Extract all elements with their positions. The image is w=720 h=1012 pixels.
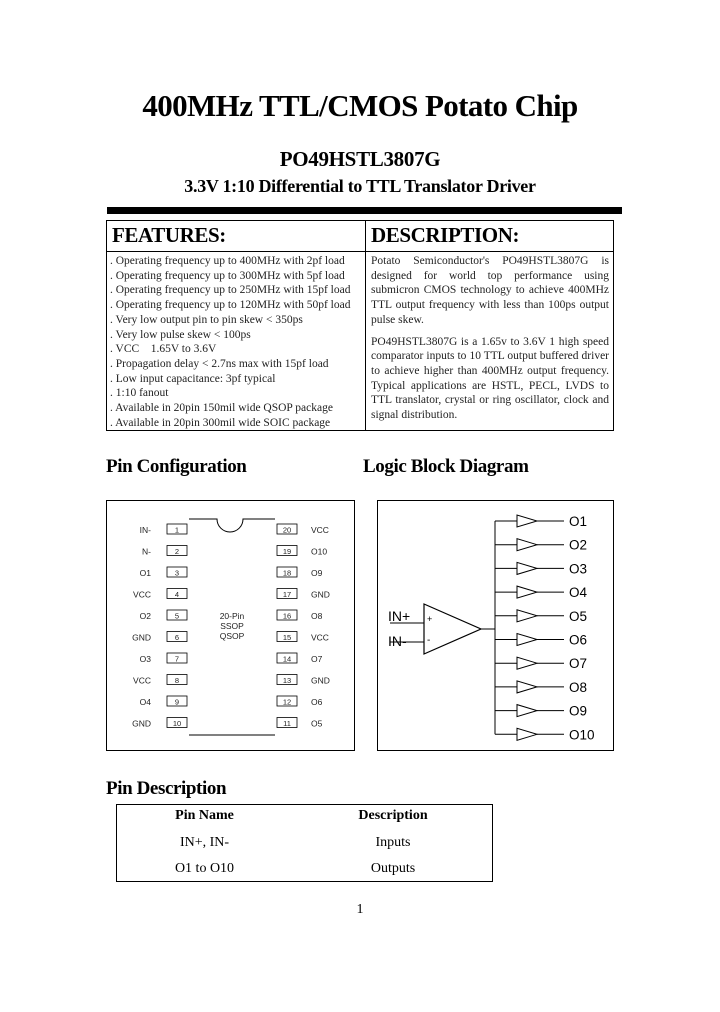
pin-name-label: VCC — [133, 589, 151, 600]
pin-configuration-heading: Pin Configuration — [106, 456, 247, 477]
pin-name-label: O9 — [311, 568, 323, 578]
description-paragraph: Potato Semiconductor's PO49HSTL3807G is designed for world top performance using submicron CMOS technology to achieve 400MHz TTL output frequency with less than 100ps output pulse skew. — [371, 255, 609, 326]
pin-number-label: 20 — [282, 525, 292, 535]
output-label: O6 — [569, 632, 588, 648]
output-label: O3 — [569, 561, 588, 577]
input-label-in-plus: IN+ — [388, 608, 411, 624]
feature-item: . Operating frequency up to 300MHz with 5pf load — [110, 269, 345, 282]
pin-number-label: 16 — [282, 611, 292, 621]
description-column-header: Description — [358, 808, 428, 823]
pin-number-label: 17 — [282, 590, 292, 599]
output-label: O8 — [569, 679, 588, 695]
header-rule — [107, 207, 622, 214]
pin-configuration-box — [106, 500, 355, 751]
buffer-triangle — [517, 728, 537, 740]
buffer-triangle — [517, 515, 537, 527]
comparator-plus-sign: + — [427, 614, 433, 624]
pin-name-label: O1 — [139, 568, 151, 578]
pin-name-label: O8 — [311, 611, 323, 621]
pin-number-label: 5 — [174, 611, 180, 621]
document-subtitle: 3.3V 1:10 Differential to TTL Translator Driver — [184, 176, 536, 196]
pin-configuration-diagram — [107, 501, 356, 752]
pin-number-label: 3 — [174, 568, 180, 578]
feature-item: . Very low pulse skew < 100ps — [110, 328, 251, 341]
buffer-triangle — [517, 705, 537, 717]
pin-name-cell: IN+, IN- — [179, 835, 230, 850]
pin-number-label: 6 — [174, 633, 180, 642]
pin-number-label: 4 — [174, 590, 180, 599]
package-label: QSOP — [219, 631, 245, 641]
pin-name-label: GND — [132, 718, 151, 729]
pin-number-label: 2 — [174, 547, 180, 556]
comparator-minus-sign: - — [427, 635, 431, 646]
pin-number-label: 19 — [282, 547, 292, 556]
pin-number-label: 9 — [174, 697, 180, 707]
pin-description-cell: Inputs — [375, 835, 411, 850]
description-body — [371, 254, 609, 423]
package-label: SSOP — [220, 621, 244, 631]
output-label: O4 — [569, 585, 588, 601]
output-label: O10 — [569, 727, 595, 743]
part-number: PO49HSTL3807G — [279, 147, 441, 171]
description-heading: DESCRIPTION: — [371, 223, 520, 247]
pin-number-label: 11 — [283, 719, 291, 728]
buffer-triangle — [517, 562, 537, 574]
output-label: O2 — [569, 537, 588, 553]
buffer-triangle — [517, 610, 537, 622]
pin-description-cell: Outputs — [370, 861, 416, 876]
pin-name-label: GND — [311, 589, 330, 600]
pin-name-label: N- — [142, 546, 151, 557]
pin-name-label: VCC — [311, 525, 329, 535]
pin-name-label: VCC — [133, 675, 151, 686]
pin-name-label: IN- — [139, 525, 151, 535]
feature-item: . Available in 20pin 300mil wide SOIC package — [110, 416, 331, 429]
buffer-triangle — [517, 657, 537, 669]
output-label: O5 — [569, 608, 588, 624]
buffer-triangle — [517, 681, 537, 693]
table-header-divider — [106, 251, 614, 252]
pin-name-label: O7 — [311, 654, 323, 664]
input-label-in-minus: IN- — [388, 633, 407, 649]
feature-item: . 1:10 fanout — [110, 387, 169, 400]
buffer-triangle — [517, 634, 537, 646]
feature-item: . Low input capacitance: 3pf typical — [110, 372, 276, 385]
comparator-triangle — [424, 604, 481, 654]
pin-name-label: O5 — [311, 718, 323, 729]
output-label: O1 — [569, 514, 588, 529]
document-title: 400MHz TTL/CMOS Potato Chip — [142, 88, 578, 123]
pin-number-label: 7 — [174, 654, 180, 664]
pin-number-label: 14 — [282, 654, 292, 664]
feature-item: . Available in 20pin 150mil wide QSOP package — [110, 402, 333, 415]
feature-item: . Very low output pin to pin skew < 350ps — [110, 313, 303, 326]
description-paragraph: PO49HSTL3807G is a 1.65v to 3.6V 1 high speed comparator inputs to 10 TTL output buffered driver to achieve higher than 400MHz output frequency. Typical applications are HSTL, PECL, LVDS to TTL translator, crystal or ring oscillator, clock and signal distribution. — [371, 335, 609, 422]
feature-item: . Operating frequency up to 400MHz with 2pf load — [110, 255, 345, 267]
pin-name-label: O3 — [139, 654, 151, 664]
pin-number-label: 18 — [282, 568, 292, 578]
feature-item: . Operating frequency up to 120MHz with 50pf load — [110, 299, 351, 312]
pin-name-label: O10 — [311, 546, 328, 557]
feature-item: . Operating frequency up to 250MHz with 15pf load — [110, 284, 351, 297]
pin-name-label: GND — [311, 675, 330, 686]
pin-name-label: GND — [132, 632, 151, 643]
output-label: O9 — [569, 703, 588, 719]
features-heading: FEATURES: — [112, 223, 226, 247]
pin-name-label: O6 — [311, 697, 323, 707]
buffer-triangle — [517, 586, 537, 598]
feature-item: . Propagation delay < 2.7ns max with 15pf load — [110, 357, 329, 370]
pin-number-label: 15 — [282, 633, 292, 642]
page-number: 1 — [356, 902, 364, 917]
pin-number-label: 12 — [282, 697, 292, 707]
logic-block-diagram-box — [377, 500, 614, 751]
pin-number-label: 13 — [282, 676, 292, 685]
logic-block-diagram-heading: Logic Block Diagram — [363, 456, 529, 477]
pin-number-label: 1 — [174, 525, 180, 535]
output-label: O7 — [569, 656, 588, 672]
logic-block-diagram — [378, 501, 615, 752]
feature-item: . VCC 1.65V to 3.6V — [110, 343, 217, 356]
pin-name-column-header: Pin Name — [175, 808, 234, 823]
pin-name-label: VCC — [311, 632, 329, 643]
pin-name-cell: O1 to O10 — [174, 861, 235, 876]
features-list — [110, 254, 362, 430]
pin-description-heading: Pin Description — [106, 778, 227, 799]
pin-name-label: O2 — [139, 611, 151, 621]
pin-number-label: 8 — [174, 676, 180, 685]
chip-top-edge — [189, 519, 275, 532]
pin-name-label: O4 — [139, 697, 151, 707]
package-label: 20-Pin — [219, 611, 245, 621]
buffer-triangle — [517, 539, 537, 551]
pin-number-label: 10 — [172, 719, 182, 728]
